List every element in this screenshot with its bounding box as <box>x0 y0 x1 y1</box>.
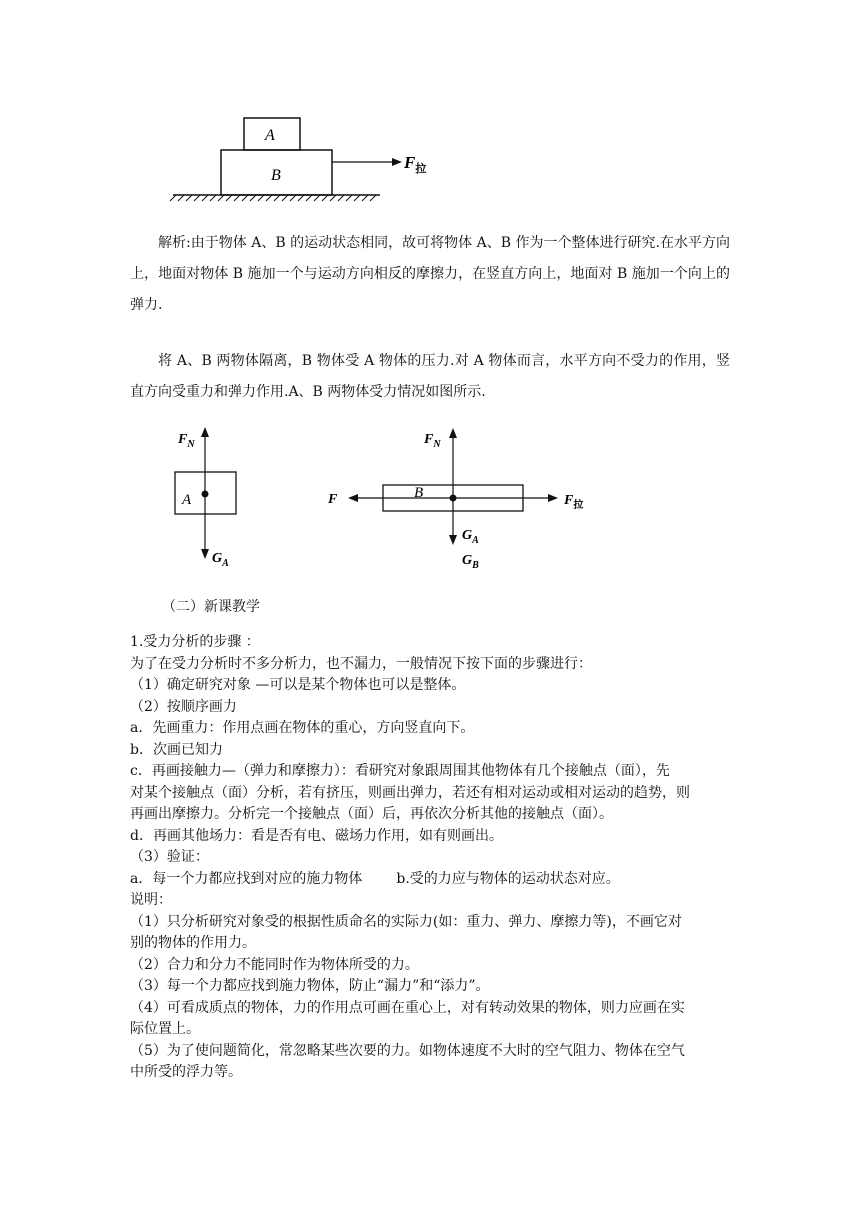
label-ga: $G_A$ <box>212 551 229 569</box>
verify-a: a．每一个力都应找到对应的施力物体 <box>130 870 363 887</box>
step-line: （3）验证： <box>130 849 209 865</box>
fn-arrowhead-b <box>449 428 457 438</box>
g-arrowhead-b <box>449 535 457 545</box>
step-line: 对某个接触点（面）分析，若有挤压，则画出弹力，若还有相对运动或相对运动的趋势，则 <box>130 784 690 801</box>
note-line: （4）可看成质点的物体，力的作用点可画在重心上，对有转动效果的物体，则力应画在实 <box>130 999 685 1016</box>
note-line: 际位置上。 <box>130 1021 200 1037</box>
friction-arrowhead <box>348 494 358 502</box>
note-line: （5）为了使问题简化，常忽略某些次要的力。如物体速度不大时的空气阻力、物体在空气 <box>130 1042 685 1059</box>
section-title: （二）新课教学 <box>162 599 260 615</box>
label-fn-b: $F_N$ <box>424 432 441 450</box>
ground-hatch <box>170 195 376 201</box>
steps-heading: 1.受力分析的步骤 ： <box>130 634 260 650</box>
verify-b: b.受的力应与物体的运动状态对应。 <box>396 870 620 887</box>
analysis-paragraph-2: 将 A、B 两物体隔离，B 物体受 A 物体的压力.对 A 物体而言，水平方向不受力的作用，竖直方向受重力和弹力作用.A、B 两物体受力情况如图所示. <box>130 353 730 400</box>
step-line: 再画出摩擦力。分析完一个接触点（面）后，再依次分析其他的接触点（面）。 <box>130 806 613 822</box>
step-line: d．再画其他场力：看是否有电、磁场力作用，如有则画出。 <box>130 827 503 844</box>
free-body-diagram-a <box>168 420 258 575</box>
label-a: A <box>265 127 275 144</box>
step-line: a．先画重力：作用点画在物体的重心，方向竖直向下。 <box>130 720 475 736</box>
note-line: 中所受的浮力等。 <box>130 1064 242 1080</box>
analysis-paragraph-1: 解析:由于物体 A、B 的运动状态相同，故可将物体 A、B 作为一个整体进行研究.在水平方向上，地面对物体 B 施加一个与运动方向相反的摩擦力，在竖直方向上，地面对 B 施加一个向上的弹力. <box>130 235 730 313</box>
fn-arrowhead <box>201 427 209 437</box>
step-line: （2）按顺序画力 <box>130 698 237 715</box>
steps-body <box>130 632 734 1084</box>
label-friction: F <box>328 492 338 507</box>
label-b: B <box>271 167 281 184</box>
label-f-pull: $F_拉$ <box>404 153 427 175</box>
pull-arrowhead <box>392 158 402 166</box>
step-line: b．次画已知力 <box>130 741 223 758</box>
note-line: （3）每一个力都应找到施力物体，防止“漏力”和“添力”。 <box>130 978 490 994</box>
label-body-a: A <box>182 492 192 508</box>
label-body-b: B <box>414 485 424 501</box>
figure-blocks-on-ground <box>168 110 448 210</box>
pull-arrowhead-b <box>548 494 558 502</box>
note-line: 别的物体的作用力。 <box>130 935 256 951</box>
label-gb-b: $G_B$ <box>462 553 479 571</box>
label-fn: $F_N$ <box>178 432 195 450</box>
label-pull-b: $F_拉$ <box>564 493 584 511</box>
step-line-verify <box>130 869 734 891</box>
step-line: （1）确定研究对象 —可以是某个物体也可以是整体。 <box>130 677 466 693</box>
label-ga-b: $G_A$ <box>462 528 479 546</box>
free-body-diagram-b <box>320 420 600 575</box>
step-line: c．再画接触力—（弹力和摩擦力）：看研究对象跟周围其他物体有几个接触点（面），先 <box>130 763 670 779</box>
notes-heading: 说明： <box>130 892 172 908</box>
ga-arrowhead <box>201 549 209 559</box>
step-line: 为了在受力分析时不多分析力，也不漏力，一般情况下按下面的步骤进行： <box>130 655 592 672</box>
note-line: （1）只分析研究对象受的根据性质命名的实际力(如：重力、弹力、摩擦力等)，不画它对 <box>130 913 682 930</box>
note-line: （2）合力和分力不能同时作为物体所受的力。 <box>130 956 419 973</box>
